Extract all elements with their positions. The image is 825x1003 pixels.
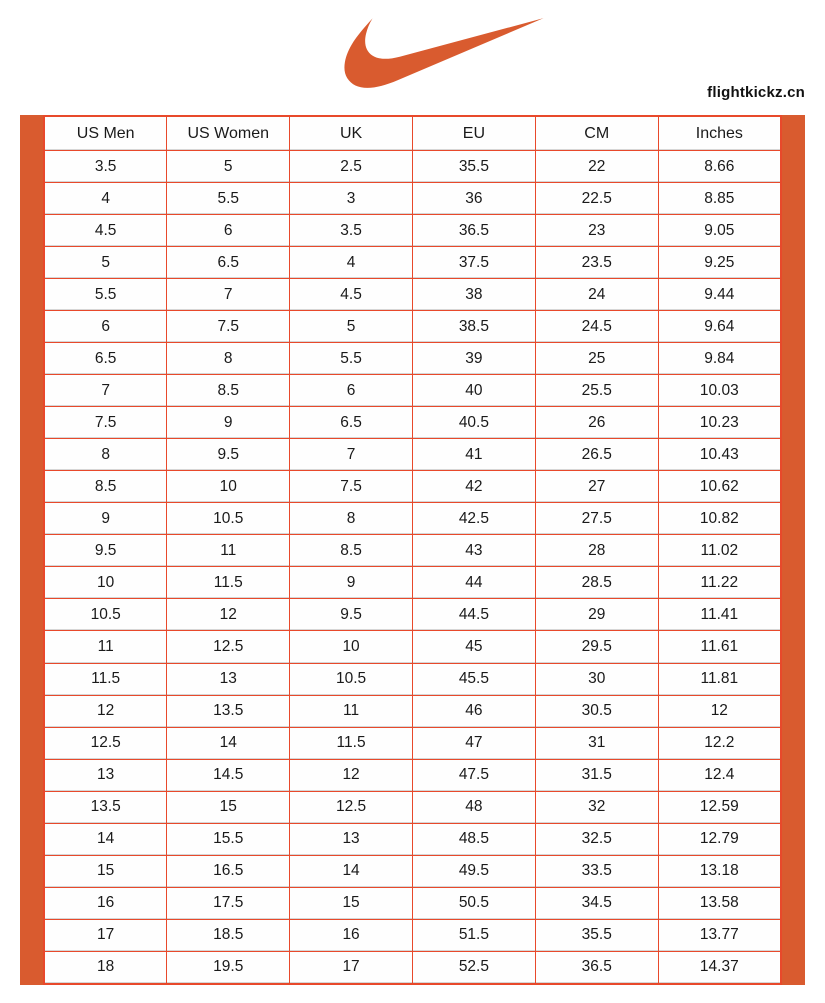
header-row <box>44 116 781 151</box>
cell-us-men: 14 <box>44 823 167 855</box>
cell-eu: 47 <box>412 727 535 759</box>
table-row <box>44 215 781 247</box>
cell-inches: 13.58 <box>658 887 781 919</box>
size-table-frame <box>20 115 805 985</box>
cell-us-men: 9.5 <box>44 535 167 567</box>
cell-inches: 11.61 <box>658 631 781 663</box>
cell-cm: 23 <box>535 215 658 247</box>
size-conversion-table <box>43 115 782 985</box>
cell-uk: 15 <box>290 887 413 919</box>
cell-inches: 9.25 <box>658 247 781 279</box>
cell-us-women: 5.5 <box>167 183 290 215</box>
cell-us-men: 6 <box>44 311 167 343</box>
cell-us-women: 8 <box>167 343 290 375</box>
cell-us-men: 3.5 <box>44 151 167 183</box>
cell-eu: 45.5 <box>412 663 535 695</box>
column-header-uk: UK <box>290 116 413 151</box>
cell-eu: 36.5 <box>412 215 535 247</box>
cell-eu: 52.5 <box>412 951 535 984</box>
cell-uk: 11 <box>290 695 413 727</box>
cell-eu: 36 <box>412 183 535 215</box>
cell-eu: 46 <box>412 695 535 727</box>
column-header-eu: EU <box>412 116 535 151</box>
cell-us-men: 8 <box>44 439 167 471</box>
cell-cm: 24.5 <box>535 311 658 343</box>
cell-us-men: 4 <box>44 183 167 215</box>
cell-us-women: 13.5 <box>167 695 290 727</box>
cell-inches: 9.44 <box>658 279 781 311</box>
cell-inches: 8.66 <box>658 151 781 183</box>
table-row <box>44 599 781 631</box>
cell-inches: 10.23 <box>658 407 781 439</box>
cell-cm: 28.5 <box>535 567 658 599</box>
table-row <box>44 727 781 759</box>
cell-uk: 12 <box>290 759 413 791</box>
cell-us-men: 12 <box>44 695 167 727</box>
table-row <box>44 791 781 823</box>
cell-inches: 12.79 <box>658 823 781 855</box>
cell-eu: 50.5 <box>412 887 535 919</box>
cell-cm: 30 <box>535 663 658 695</box>
cell-cm: 23.5 <box>535 247 658 279</box>
cell-us-women: 11 <box>167 535 290 567</box>
cell-inches: 11.22 <box>658 567 781 599</box>
cell-inches: 12 <box>658 695 781 727</box>
cell-inches: 12.2 <box>658 727 781 759</box>
table-row <box>44 279 781 311</box>
cell-uk: 8 <box>290 503 413 535</box>
cell-eu: 37.5 <box>412 247 535 279</box>
cell-us-men: 15 <box>44 855 167 887</box>
cell-us-men: 10.5 <box>44 599 167 631</box>
cell-eu: 47.5 <box>412 759 535 791</box>
cell-eu: 35.5 <box>412 151 535 183</box>
cell-uk: 5.5 <box>290 343 413 375</box>
cell-cm: 31 <box>535 727 658 759</box>
cell-cm: 35.5 <box>535 919 658 951</box>
table-row <box>44 503 781 535</box>
table-row <box>44 151 781 183</box>
cell-us-men: 6.5 <box>44 343 167 375</box>
table-body <box>44 151 781 985</box>
cell-us-men: 18 <box>44 951 167 984</box>
right-accent-bar <box>782 115 805 985</box>
cell-uk: 10.5 <box>290 663 413 695</box>
cell-inches: 10.43 <box>658 439 781 471</box>
cell-cm: 34.5 <box>535 887 658 919</box>
cell-us-women: 18.5 <box>167 919 290 951</box>
cell-uk: 4 <box>290 247 413 279</box>
cell-us-women: 7.5 <box>167 311 290 343</box>
cell-us-women: 10.5 <box>167 503 290 535</box>
cell-inches: 12.59 <box>658 791 781 823</box>
cell-inches: 11.81 <box>658 663 781 695</box>
cell-us-women: 13 <box>167 663 290 695</box>
table-row <box>44 247 781 279</box>
cell-uk: 11.5 <box>290 727 413 759</box>
cell-us-women: 14 <box>167 727 290 759</box>
table-row <box>44 663 781 695</box>
cell-uk: 7.5 <box>290 471 413 503</box>
cell-inches: 10.82 <box>658 503 781 535</box>
cell-cm: 22.5 <box>535 183 658 215</box>
table-row <box>44 439 781 471</box>
cell-uk: 16 <box>290 919 413 951</box>
table-row <box>44 919 781 951</box>
cell-uk: 9 <box>290 567 413 599</box>
cell-inches: 9.64 <box>658 311 781 343</box>
cell-uk: 3.5 <box>290 215 413 247</box>
table-row <box>44 695 781 727</box>
cell-us-women: 19.5 <box>167 951 290 984</box>
cell-eu: 42.5 <box>412 503 535 535</box>
table-header <box>44 116 781 151</box>
cell-uk: 2.5 <box>290 151 413 183</box>
cell-inches: 9.05 <box>658 215 781 247</box>
cell-us-men: 12.5 <box>44 727 167 759</box>
cell-us-women: 15 <box>167 791 290 823</box>
cell-cm: 32.5 <box>535 823 658 855</box>
cell-eu: 48 <box>412 791 535 823</box>
cell-us-women: 9.5 <box>167 439 290 471</box>
table-row <box>44 375 781 407</box>
cell-cm: 25 <box>535 343 658 375</box>
left-accent-bar <box>20 115 43 985</box>
cell-inches: 13.77 <box>658 919 781 951</box>
cell-eu: 44.5 <box>412 599 535 631</box>
cell-uk: 6 <box>290 375 413 407</box>
cell-inches: 10.62 <box>658 471 781 503</box>
cell-us-men: 5 <box>44 247 167 279</box>
cell-inches: 12.4 <box>658 759 781 791</box>
cell-us-men: 16 <box>44 887 167 919</box>
cell-eu: 40.5 <box>412 407 535 439</box>
cell-uk: 17 <box>290 951 413 984</box>
cell-us-women: 10 <box>167 471 290 503</box>
table-row <box>44 759 781 791</box>
cell-cm: 26.5 <box>535 439 658 471</box>
cell-cm: 32 <box>535 791 658 823</box>
cell-us-women: 9 <box>167 407 290 439</box>
cell-us-men: 8.5 <box>44 471 167 503</box>
cell-us-men: 11 <box>44 631 167 663</box>
cell-inches: 13.18 <box>658 855 781 887</box>
cell-inches: 11.02 <box>658 535 781 567</box>
cell-eu: 41 <box>412 439 535 471</box>
cell-us-women: 6.5 <box>167 247 290 279</box>
cell-us-women: 12.5 <box>167 631 290 663</box>
cell-us-men: 7.5 <box>44 407 167 439</box>
cell-us-men: 5.5 <box>44 279 167 311</box>
cell-uk: 13 <box>290 823 413 855</box>
cell-cm: 31.5 <box>535 759 658 791</box>
table-row <box>44 951 781 984</box>
cell-us-men: 9 <box>44 503 167 535</box>
nike-logo <box>336 14 552 92</box>
cell-eu: 44 <box>412 567 535 599</box>
nike-swoosh-icon <box>336 14 552 92</box>
cell-us-men: 17 <box>44 919 167 951</box>
cell-us-women: 8.5 <box>167 375 290 407</box>
cell-cm: 27.5 <box>535 503 658 535</box>
cell-us-women: 11.5 <box>167 567 290 599</box>
site-watermark: flightkickz.cn <box>707 84 805 101</box>
cell-uk: 7 <box>290 439 413 471</box>
cell-cm: 28 <box>535 535 658 567</box>
cell-eu: 40 <box>412 375 535 407</box>
column-header-cm: CM <box>535 116 658 151</box>
cell-cm: 29 <box>535 599 658 631</box>
cell-inches: 14.37 <box>658 951 781 984</box>
cell-uk: 4.5 <box>290 279 413 311</box>
cell-us-men: 11.5 <box>44 663 167 695</box>
cell-cm: 25.5 <box>535 375 658 407</box>
cell-inches: 10.03 <box>658 375 781 407</box>
cell-uk: 8.5 <box>290 535 413 567</box>
cell-eu: 43 <box>412 535 535 567</box>
cell-uk: 3 <box>290 183 413 215</box>
cell-eu: 49.5 <box>412 855 535 887</box>
table-row <box>44 631 781 663</box>
table-row <box>44 567 781 599</box>
cell-cm: 26 <box>535 407 658 439</box>
table-row <box>44 535 781 567</box>
cell-us-women: 15.5 <box>167 823 290 855</box>
table-row <box>44 311 781 343</box>
cell-cm: 36.5 <box>535 951 658 984</box>
cell-uk: 12.5 <box>290 791 413 823</box>
cell-us-men: 4.5 <box>44 215 167 247</box>
cell-uk: 14 <box>290 855 413 887</box>
cell-cm: 27 <box>535 471 658 503</box>
table-row <box>44 343 781 375</box>
cell-us-women: 16.5 <box>167 855 290 887</box>
cell-uk: 9.5 <box>290 599 413 631</box>
cell-inches: 9.84 <box>658 343 781 375</box>
cell-us-women: 12 <box>167 599 290 631</box>
cell-eu: 38.5 <box>412 311 535 343</box>
cell-cm: 30.5 <box>535 695 658 727</box>
cell-eu: 45 <box>412 631 535 663</box>
cell-eu: 51.5 <box>412 919 535 951</box>
table-row <box>44 471 781 503</box>
cell-cm: 22 <box>535 151 658 183</box>
column-header-us-men: US Men <box>44 116 167 151</box>
cell-us-men: 13 <box>44 759 167 791</box>
cell-uk: 6.5 <box>290 407 413 439</box>
cell-eu: 48.5 <box>412 823 535 855</box>
cell-inches: 11.41 <box>658 599 781 631</box>
cell-eu: 38 <box>412 279 535 311</box>
cell-uk: 10 <box>290 631 413 663</box>
cell-us-women: 7 <box>167 279 290 311</box>
cell-eu: 39 <box>412 343 535 375</box>
cell-inches: 8.85 <box>658 183 781 215</box>
cell-us-women: 14.5 <box>167 759 290 791</box>
table-row <box>44 407 781 439</box>
table-row <box>44 183 781 215</box>
cell-cm: 29.5 <box>535 631 658 663</box>
cell-us-women: 17.5 <box>167 887 290 919</box>
cell-us-women: 6 <box>167 215 290 247</box>
cell-eu: 42 <box>412 471 535 503</box>
cell-cm: 33.5 <box>535 855 658 887</box>
cell-us-women: 5 <box>167 151 290 183</box>
cell-us-men: 13.5 <box>44 791 167 823</box>
cell-uk: 5 <box>290 311 413 343</box>
table-row <box>44 855 781 887</box>
column-header-inches: Inches <box>658 116 781 151</box>
cell-cm: 24 <box>535 279 658 311</box>
cell-us-men: 7 <box>44 375 167 407</box>
table-row <box>44 887 781 919</box>
table-row <box>44 823 781 855</box>
column-header-us-women: US Women <box>167 116 290 151</box>
cell-us-men: 10 <box>44 567 167 599</box>
